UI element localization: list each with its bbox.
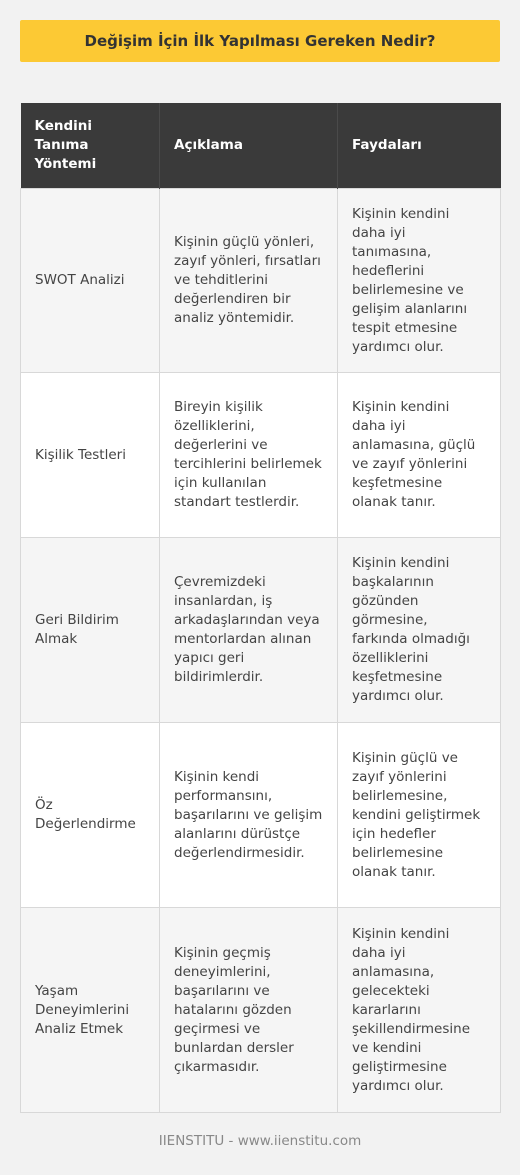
cell-method: Geri Bildirim Almak [21,538,160,723]
cell-description: Kişinin güçlü yönleri, zayıf yönleri, fırsatları ve tehditlerini değerlendiren bir analiz yöntemidir. [160,189,338,373]
cell-benefits: Kişinin güçlü ve zayıf yönlerini belirlemesine, kendini geliştirmek için hedefler belirlemesine olanak tanır. [338,723,501,908]
cell-method: SWOT Analizi [21,189,160,373]
footer-credit: IIENSTITU - www.iienstitu.com [158,1133,362,1149]
table-row [21,723,501,908]
cell-benefits: Kişinin kendini başkalarının gözünden görmesine, farkında olmadığı özelliklerini keşfetmesine yardımcı olur. [338,538,501,723]
cell-benefits: Kişinin kendini daha iyi anlamasına, gelecekteki kararlarını şekillendirmesine ve kendini geliştirmesine yardımcı olur. [338,908,501,1113]
cell-description: Çevremizdeki insanlardan, iş arkadaşlarından veya mentorlardan alınan yapıcı geri bildirimlerdir. [160,538,338,723]
cell-description: Kişinin kendi performansını, başarılarını ve gelişim alanlarını dürüstçe değerlendirmesidir. [160,723,338,908]
cell-benefits: Kişinin kendini daha iyi anlamasına, güçlü ve zayıf yönlerini keşfetmesine olanak tanır. [338,373,501,538]
table-header-row [21,103,501,189]
column-header-benefits: Faydaları [338,103,501,189]
cell-method: Kişilik Testleri [21,373,160,538]
cell-description: Kişinin geçmiş deneyimlerini, başarılarını ve hatalarını gözden geçirmesi ve bunlardan dersler çıkarmasıdır. [160,908,338,1113]
cell-method: Yaşam Deneyimlerini Analiz Etmek [21,908,160,1113]
column-header-method: Kendini Tanıma Yöntemi [21,103,160,189]
page-title: Değişim İçin İlk Yapılması Gereken Nedir? [20,20,500,62]
table-row [21,908,501,1113]
comparison-table [20,103,501,1113]
table-row [21,538,501,723]
table-row [21,373,501,538]
column-header-description: Açıklama [160,103,338,189]
cell-method: Öz Değerlendirme [21,723,160,908]
cell-benefits: Kişinin kendini daha iyi tanımasına, hedeflerini belirlemesine ve gelişim alanlarını tespit etmesine yardımcı olur. [338,189,501,373]
table-row [21,189,501,373]
cell-description: Bireyin kişilik özelliklerini, değerlerini ve tercihlerini belirlemek için kullanılan standart testlerdir. [160,373,338,538]
